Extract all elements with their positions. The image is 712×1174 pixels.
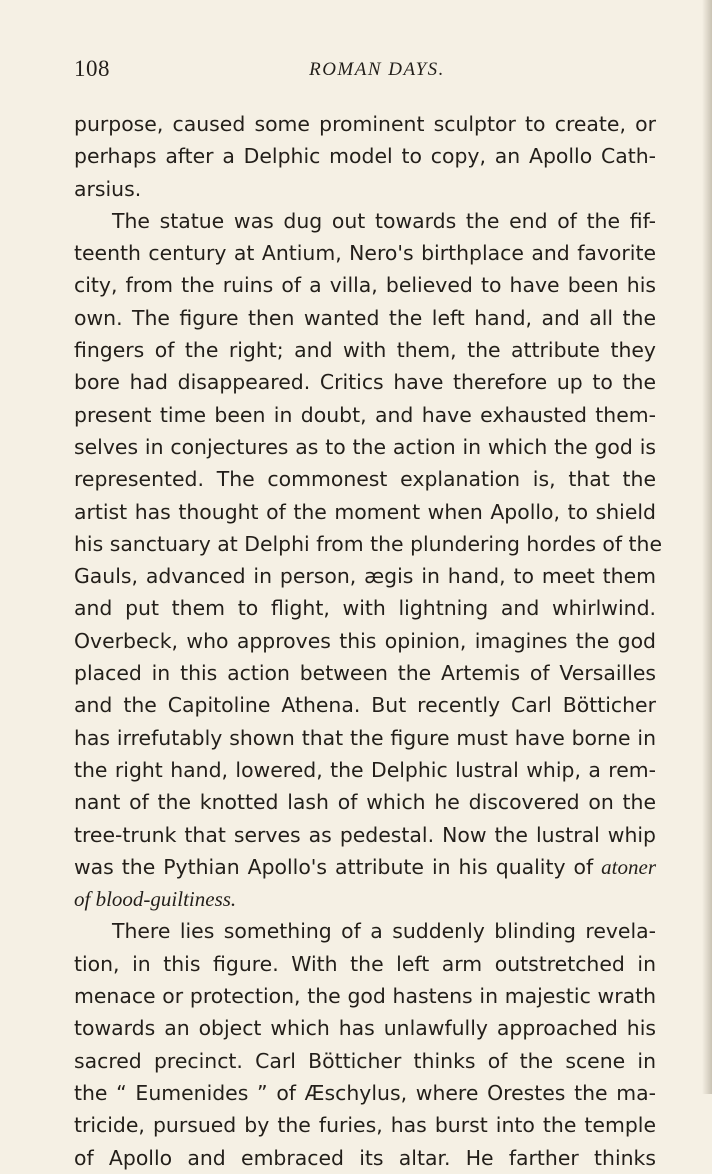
- text-line: artist has thought of the moment when Apollo, to shield: [74, 499, 656, 524]
- text-line: teenth century at Antium, Nero's birthplace and favorite: [74, 241, 656, 266]
- text-line: tree-trunk that serves as pedestal. Now the lustral whip: [74, 822, 656, 847]
- text-line: Gauls, advanced in person, ægis in hand, to meet them: [74, 564, 656, 589]
- text-line: the right hand, lowered, the Delphic lustral whip, a rem-: [74, 757, 656, 782]
- text-line: menace or protection, the god hastens in majestic wrath: [74, 984, 656, 1009]
- text-line: the “ Eumenides ” of Æschylus, where Orestes the ma-: [74, 1080, 656, 1105]
- text-line: The statue was dug out towards the end of the fif-: [112, 208, 656, 233]
- text-line: nant of the knotted lash of which he discovered on the: [74, 790, 656, 815]
- text-line: placed in this action between the Artemis of Versailles: [74, 661, 656, 686]
- text-line: arsius.: [74, 176, 142, 201]
- text-line: and the Capitoline Athena. But recently Carl Bötticher: [74, 693, 656, 718]
- running-head: [74, 56, 656, 86]
- text-line-italic: [74, 883, 656, 915]
- text-line: represented. The commonest explanation is, that the: [74, 467, 656, 492]
- text-line: There lies something of a suddenly blinding revela-: [112, 919, 656, 944]
- text-line-with-italic: [74, 851, 656, 883]
- text-line: purpose, caused some prominent sculptor to create, or: [74, 112, 656, 136]
- italic-term: of blood-guiltiness.: [74, 887, 237, 912]
- italic-term: atoner: [601, 854, 656, 879]
- page-edge-shadow: [702, 0, 712, 1094]
- text-line: sacred precinct. Carl Bötticher thinks of the scene in: [74, 1048, 656, 1073]
- text-line: bore had disappeared. Critics have therefore up to the: [74, 370, 656, 395]
- text-line: towards an object which has unlawfully approached his: [74, 1016, 656, 1041]
- text-line: perhaps after a Delphic model to copy, an Apollo Cath-: [74, 144, 656, 169]
- text-line: Overbeck, who approves this opinion, imagines the god: [74, 628, 656, 653]
- text-line: city, from the ruins of a villa, believed to have been his: [74, 273, 656, 298]
- text-line: tion, in this figure. With the left arm outstretched in: [74, 951, 656, 976]
- text-line: his sanctuary at Delphi from the plundering hordes of the: [74, 531, 663, 556]
- text-line: tricide, pursued by the furies, has burst into the temple: [74, 1113, 656, 1138]
- body-text: [74, 108, 663, 1174]
- running-title: ROMAN DAYS.: [309, 59, 445, 80]
- text-line: own. The figure then wanted the left hand, and all the: [74, 305, 656, 330]
- text-line: selves in conjectures as to the action in which the god is: [74, 434, 656, 459]
- text-line: has irrefutably shown that the figure must have borne in: [74, 725, 656, 750]
- text-line: fingers of the right; and with them, the attribute they: [74, 338, 656, 363]
- page-number: 108: [74, 56, 110, 81]
- text-line: present time been in doubt, and have exhausted them-: [74, 402, 656, 427]
- text-fragment: was the Pythian Apollo's attribute in his quality of: [74, 854, 594, 879]
- text-line: of Apollo and embraced its altar. He farther thinks: [74, 1145, 656, 1170]
- text-line: and put them to flight, with lightning and whirlwind.: [74, 596, 656, 621]
